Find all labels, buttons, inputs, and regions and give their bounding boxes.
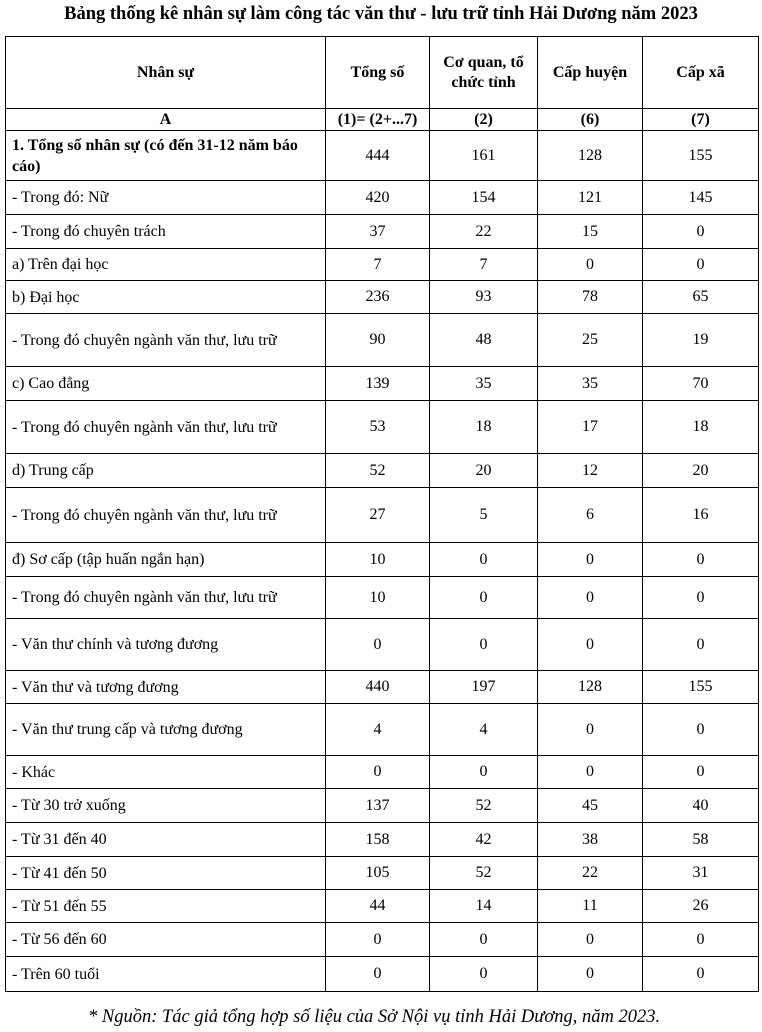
value-cell: 11 (538, 890, 643, 923)
value-cell: 155 (643, 671, 759, 704)
value-cell: 18 (430, 401, 538, 454)
value-cell: 37 (326, 215, 430, 249)
value-cell: 10 (326, 577, 430, 619)
row-label: - Trong đó chuyên ngành văn thư, lưu trữ (6, 488, 326, 543)
value-cell: 0 (643, 923, 759, 957)
header-nhan-su: Nhân sự (6, 37, 326, 109)
table-row (6, 215, 759, 249)
value-cell: 65 (643, 281, 759, 314)
code-cell: A (6, 109, 326, 131)
value-cell: 42 (430, 823, 538, 857)
table-row (6, 131, 759, 181)
value-cell: 20 (643, 454, 759, 488)
row-label: - Văn thư trung cấp và tương đương (6, 704, 326, 756)
table-row (6, 619, 759, 671)
value-cell: 145 (643, 181, 759, 215)
row-label: b) Đại học (6, 281, 326, 314)
table-row (6, 454, 759, 488)
row-label: - Từ 31 đến 40 (6, 823, 326, 857)
header-co-quan: Cơ quan, tổ chức tỉnh (430, 37, 538, 109)
value-cell: 38 (538, 823, 643, 857)
value-cell: 0 (430, 619, 538, 671)
table-row (6, 181, 759, 215)
row-label: - Trong đó: Nữ (6, 181, 326, 215)
value-cell: 154 (430, 181, 538, 215)
value-cell: 26 (643, 890, 759, 923)
value-cell: 128 (538, 671, 643, 704)
value-cell: 4 (326, 704, 430, 756)
value-cell: 0 (538, 619, 643, 671)
value-cell: 58 (643, 823, 759, 857)
value-cell: 48 (430, 314, 538, 367)
row-label: - Khác (6, 756, 326, 789)
value-cell: 93 (430, 281, 538, 314)
value-cell: 53 (326, 401, 430, 454)
value-cell: 5 (430, 488, 538, 543)
value-cell: 0 (430, 957, 538, 992)
table-row (6, 789, 759, 823)
table-row (6, 957, 759, 992)
value-cell: 4 (430, 704, 538, 756)
value-cell: 0 (538, 249, 643, 281)
value-cell: 7 (326, 249, 430, 281)
value-cell: 197 (430, 671, 538, 704)
value-cell: 27 (326, 488, 430, 543)
code-cell: (6) (538, 109, 643, 131)
value-cell: 18 (643, 401, 759, 454)
value-cell: 444 (326, 131, 430, 181)
value-cell: 52 (326, 454, 430, 488)
code-cell: (2) (430, 109, 538, 131)
value-cell: 0 (326, 923, 430, 957)
value-cell: 0 (643, 577, 759, 619)
row-label: - Trên 60 tuổi (6, 957, 326, 992)
value-cell: 0 (538, 923, 643, 957)
row-label: c) Cao đẳng (6, 367, 326, 401)
value-cell: 17 (538, 401, 643, 454)
value-cell: 161 (430, 131, 538, 181)
row-label: - Trong đó chuyên ngành văn thư, lưu trữ (6, 401, 326, 454)
value-cell: 35 (430, 367, 538, 401)
value-cell: 420 (326, 181, 430, 215)
value-cell: 0 (430, 923, 538, 957)
value-cell: 12 (538, 454, 643, 488)
table-row (6, 314, 759, 367)
value-cell: 0 (643, 543, 759, 577)
code-cell: (7) (643, 109, 759, 131)
value-cell: 20 (430, 454, 538, 488)
value-cell: 0 (430, 577, 538, 619)
header-cap-xa: Cấp xã (643, 37, 759, 109)
table-row (6, 756, 759, 789)
value-cell: 0 (326, 619, 430, 671)
value-cell: 0 (643, 215, 759, 249)
value-cell: 139 (326, 367, 430, 401)
value-cell: 137 (326, 789, 430, 823)
value-cell: 0 (538, 756, 643, 789)
value-cell: 0 (643, 957, 759, 992)
row-label: - Từ 30 trở xuống (6, 789, 326, 823)
value-cell: 121 (538, 181, 643, 215)
value-cell: 14 (430, 890, 538, 923)
row-label: - Từ 51 đến 55 (6, 890, 326, 923)
value-cell: 31 (643, 857, 759, 890)
table-row (6, 401, 759, 454)
value-cell: 44 (326, 890, 430, 923)
table-row (6, 577, 759, 619)
source-note: * Nguồn: Tác giả tổng hợp số liệu của Sở Nội vụ tỉnh Hải Dương, năm 2023. (88, 1007, 661, 1027)
value-cell: 16 (643, 488, 759, 543)
value-cell: 0 (643, 249, 759, 281)
value-cell: 0 (538, 957, 643, 992)
table-row (6, 857, 759, 890)
value-cell: 90 (326, 314, 430, 367)
table-row (6, 923, 759, 957)
table-row (6, 704, 759, 756)
row-label: - Trong đó chuyên trách (6, 215, 326, 249)
value-cell: 0 (538, 543, 643, 577)
value-cell: 0 (326, 756, 430, 789)
row-label: đ) Sơ cấp (tập huấn ngắn hạn) (6, 543, 326, 577)
value-cell: 155 (643, 131, 759, 181)
row-label: 1. Tổng số nhân sự (có đến 31-12 năm báo cáo) (6, 131, 326, 181)
value-cell: 78 (538, 281, 643, 314)
staff-statistics-table (5, 36, 759, 992)
value-cell: 0 (538, 577, 643, 619)
value-cell: 0 (643, 756, 759, 789)
table-title: Bảng thống kê nhân sự làm công tác văn thư - lưu trữ tỉnh Hải Dương năm 2023 (64, 4, 698, 24)
row-label: - Trong đó chuyên ngành văn thư, lưu trữ (6, 314, 326, 367)
value-cell: 0 (430, 543, 538, 577)
value-cell: 25 (538, 314, 643, 367)
row-label: - Văn thư và tương đương (6, 671, 326, 704)
row-label: d) Trung cấp (6, 454, 326, 488)
value-cell: 158 (326, 823, 430, 857)
table-row (6, 890, 759, 923)
value-cell: 15 (538, 215, 643, 249)
value-cell: 128 (538, 131, 643, 181)
header-row (6, 37, 759, 109)
value-cell: 19 (643, 314, 759, 367)
value-cell: 0 (643, 619, 759, 671)
table-row (6, 671, 759, 704)
row-label: - Từ 41 đến 50 (6, 857, 326, 890)
value-cell: 0 (643, 704, 759, 756)
value-cell: 45 (538, 789, 643, 823)
value-cell: 7 (430, 249, 538, 281)
table-row (6, 488, 759, 543)
value-cell: 0 (430, 756, 538, 789)
value-cell: 440 (326, 671, 430, 704)
table-row (6, 367, 759, 401)
table-row (6, 823, 759, 857)
row-label: - Từ 56 đến 60 (6, 923, 326, 957)
column-code-row (6, 109, 759, 131)
value-cell: 52 (430, 857, 538, 890)
row-label: - Trong đó chuyên ngành văn thư, lưu trữ (6, 577, 326, 619)
value-cell: 0 (538, 704, 643, 756)
header-cap-huyen: Cấp huyện (538, 37, 643, 109)
header-tong-so: Tổng số (326, 37, 430, 109)
value-cell: 236 (326, 281, 430, 314)
value-cell: 22 (538, 857, 643, 890)
table-row (6, 543, 759, 577)
value-cell: 52 (430, 789, 538, 823)
code-cell: (1)= (2+...7) (326, 109, 430, 131)
row-label: - Văn thư chính và tương đương (6, 619, 326, 671)
table-row (6, 249, 759, 281)
value-cell: 0 (326, 957, 430, 992)
value-cell: 35 (538, 367, 643, 401)
value-cell: 22 (430, 215, 538, 249)
table-row (6, 281, 759, 314)
value-cell: 40 (643, 789, 759, 823)
value-cell: 105 (326, 857, 430, 890)
value-cell: 10 (326, 543, 430, 577)
row-label: a) Trên đại học (6, 249, 326, 281)
value-cell: 6 (538, 488, 643, 543)
value-cell: 70 (643, 367, 759, 401)
